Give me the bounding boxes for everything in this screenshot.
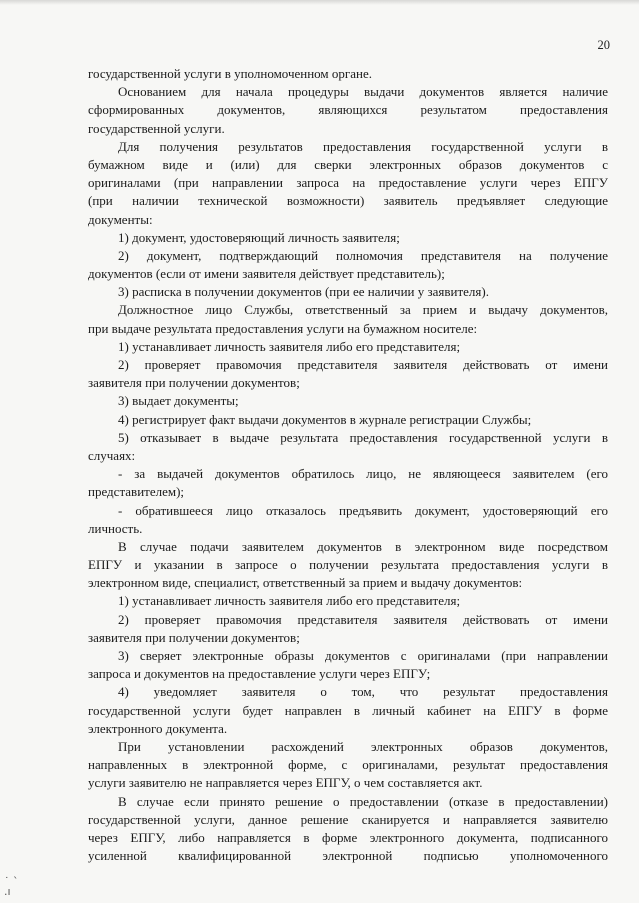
text-line: Должностное лицо Службы, ответственный за прием и выдачу документов, (118, 302, 608, 318)
text-line: (при наличии технической возможности) заявитель предъявляет следующие (88, 193, 608, 209)
text-line: ЕПГУ и указании в запросе о получении результата предоставления услуги в (88, 557, 608, 573)
text-line: При установлении расхождений электронных образов документов, (118, 738, 608, 754)
text-line: запроса и документов на предоставление услуги через ЕПГУ; (88, 666, 431, 682)
document-body (88, 65, 608, 865)
text-line: сформированных документов, являющихся результатом предоставления (88, 102, 608, 118)
text-line: электронного документа. (88, 720, 228, 736)
text-line: государственной услуги, данное решение сканируется и направляется заявителю (88, 811, 608, 827)
text-line: 1) документ, удостоверяющий личность заявителя; (118, 229, 400, 245)
text-line: через ЕПГУ, либо направляется в форме электронного документа, подписанного (88, 829, 608, 845)
text-line: 5) отказывает в выдаче результата предоставления государственной услуги в (118, 429, 608, 445)
text-line: - за выдачей документов обратилось лицо, не являющееся заявителем (его (118, 466, 608, 482)
text-line: представителем); (88, 484, 185, 500)
text-line: услуги заявителю не направляется через ЕПГУ, о чем составляется акт. (88, 775, 483, 791)
text-line: 3) сверяет электронные образы документов с оригиналами (при направлении (118, 648, 608, 663)
text-line: государственной услуги в уполномоченном органе. (88, 66, 372, 81)
text-line: личность. (88, 520, 143, 536)
text-line: при выдаче результата предоставления услуги на бумажном носителе: (88, 320, 478, 336)
text-line: электронном виде, специалист, ответственный за прием и выдачу документов: (88, 575, 523, 591)
text-line: документы: (88, 211, 153, 227)
text-line: оригиналами (при направлении запроса на предоставление услуги через ЕПГУ (88, 175, 608, 191)
scan-artifact: ˙ ˋ .ı (4, 875, 19, 898)
text-line: 4) регистрирует факт выдачи документов в журнале регистрации Службы; (118, 411, 532, 427)
text-line: бумажном виде и (или) для сверки электронных образов документов с (88, 156, 608, 172)
text-line: 4) уведомляет заявителя о том, что результат предоставления (118, 684, 608, 700)
text-line: 2) проверяет правомочия представителя заявителя действовать от имени (118, 357, 608, 372)
text-line: 1) устанавливает личность заявителя либо его представителя; (118, 593, 461, 609)
text-line: Основанием для начала процедуры выдачи документов является наличие (118, 84, 608, 100)
text-line: 3) выдает документы; (118, 393, 239, 409)
text-line: усиленной квалифицированной электронной подписью уполномоченного (88, 848, 608, 864)
text-line: - обратившееся лицо отказалось предъявить документ, удостоверяющий его (118, 502, 608, 518)
text-line: государственной услуги будет направлен в личный кабинет на ЕПГУ в форме (88, 702, 608, 718)
text-line: заявителя при получении документов; (88, 629, 300, 645)
text-line: случаях: (88, 447, 136, 463)
scan-edge (0, 0, 639, 5)
text-line: 2) документ, подтверждающий полномочия представителя на получение (118, 247, 608, 263)
text-line: В случае подачи заявителем документов в электронном виде посредством (118, 538, 608, 554)
text-line: документов (если от имени заявителя действует представитель); (88, 266, 445, 282)
text-line: Для получения результатов предоставления государственной услуги в (118, 138, 608, 154)
text-line: 1) устанавливает личность заявителя либо его представителя; (118, 338, 461, 354)
text-line: государственной услуги. (88, 120, 225, 136)
text-line: 2) проверяет правомочия представителя заявителя действовать от имени (118, 611, 608, 627)
page-number: 20 (597, 38, 610, 52)
text-line: направленных в электронной форме, с оригиналами, результат предоставления (88, 757, 608, 773)
text-line: В случае если принято решение о предоставлении (отказе в предоставлении) (118, 793, 608, 809)
text-line: заявителя при получении документов; (88, 375, 300, 391)
text-line: 3) расписка в получении документов (при ее наличии у заявителя). (118, 284, 489, 300)
